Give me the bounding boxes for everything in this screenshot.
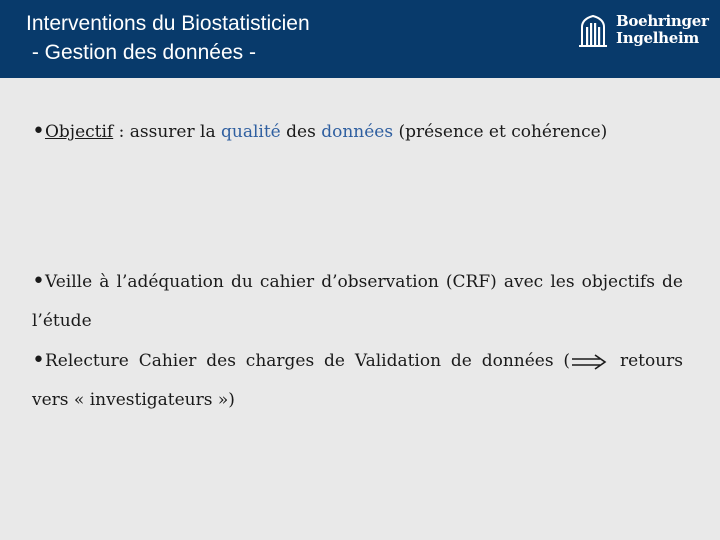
boehringer-logo bbox=[576, 12, 709, 53]
veille-text: Veille à l’adéquation du cahier d’observation (CRF) avec les objectifs de l’étude bbox=[32, 272, 683, 331]
bullet-marker: • bbox=[32, 269, 45, 294]
boehringer-ingelheim-logo-icon bbox=[576, 13, 610, 49]
implies-arrow-icon bbox=[570, 354, 610, 370]
bullet-objectif bbox=[32, 112, 683, 152]
spacer bbox=[32, 152, 683, 262]
bullet-relecture bbox=[32, 341, 683, 420]
logo-text bbox=[616, 13, 709, 47]
objectif-highlight-donnees: données bbox=[321, 122, 394, 142]
objectif-label: Objectif bbox=[44, 122, 114, 142]
relecture-text-before: Relecture Cahier des charges de Validation de données ( bbox=[44, 351, 571, 371]
title-line-1: Interventions du Biostatisticien bbox=[26, 12, 310, 35]
logo-line-2: Ingelheim bbox=[616, 29, 699, 47]
bullet-veille bbox=[32, 262, 683, 341]
relecture-text-after: retours vers « investigateurs ») bbox=[32, 351, 683, 410]
bullet-marker: • bbox=[32, 119, 45, 144]
logo-line-1: Boehringer bbox=[616, 12, 709, 30]
objectif-text-3: (présence et cohérence) bbox=[393, 122, 608, 142]
objectif-highlight-qualite: qualité bbox=[220, 122, 281, 142]
slide-header bbox=[0, 0, 720, 78]
objectif-text-2: des bbox=[280, 122, 322, 142]
objectif-text-1: : assurer la bbox=[113, 122, 221, 142]
title-line-2: - Gestion des données - bbox=[26, 41, 256, 64]
slide-title bbox=[26, 9, 310, 67]
bullet-marker: • bbox=[32, 348, 45, 373]
slide-body bbox=[32, 112, 683, 420]
